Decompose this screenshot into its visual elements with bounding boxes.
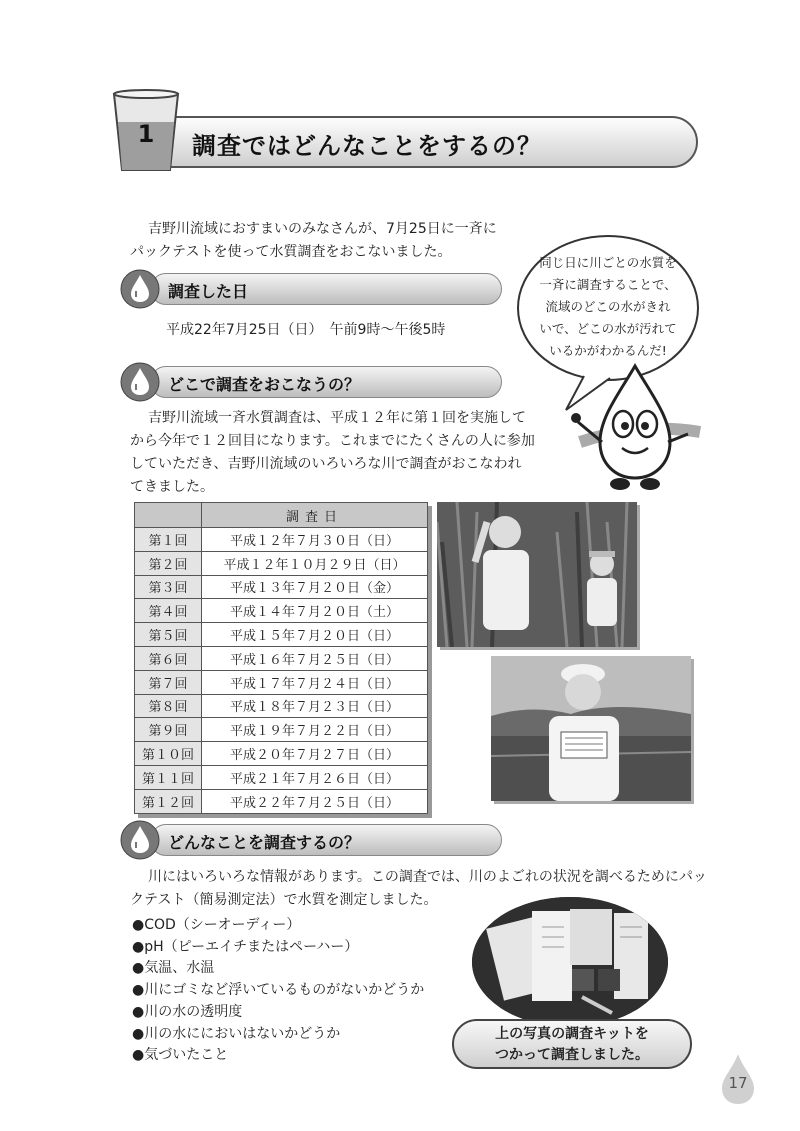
list-item: ●気温、水温 [132,960,215,977]
water-drop-icon [120,362,160,402]
section-title-what: どんなことを調査するの？ [168,833,361,852]
table-row [135,646,428,670]
list-item: ●COD（シーオーディー） [132,917,301,933]
where-line-1: 吉野川流域一斉水質調査は、平成１２年に第１回を実施して [148,410,526,426]
date-cell: 平成２１年７月２６日（日） [202,765,428,789]
date-cell: 平成１８年７月２３日（日） [202,694,428,718]
table-row [135,718,428,742]
round-cell: 第５回 [135,623,202,647]
date-cell: 平成１９年７月２２日（日） [202,718,428,742]
table-row [135,789,428,813]
round-cell: 第１回 [135,528,202,552]
date-cell: 平成１２年１０月２９日（日） [202,551,428,575]
round-cell: 第２回 [135,551,202,575]
list-item: ●川にゴミなど浮いているものがないかどうか [132,982,425,999]
test-kit-photo [472,897,668,1027]
section-title-date: 調査した日 [168,282,249,301]
page-title: 調査ではどんなことをするの？ [192,132,542,160]
round-cell: 第４回 [135,599,202,623]
bubble-line: いで、どこの水が汚れて [539,321,677,336]
table-row [135,599,428,623]
boy-with-kit-photo [491,656,691,801]
bubble-line: 同じ日に川ごとの水質を [539,255,677,270]
caption-line: つかって調査しました。 [495,1047,649,1063]
what-line-2: クテスト（簡易測定法）で水質を測定しました。 [130,892,438,908]
list-item: ●川の水ににおいはないかどうか [132,1025,341,1042]
table-row [135,670,428,694]
survey-history-table [134,502,428,814]
bubble-line: 流域のどこの水がきれ [545,299,671,314]
table-header-date: 調査日 [202,503,428,528]
table-header-row [135,503,428,528]
what-line-1: 川にはいろいろな情報があります。この調査では、川のよごれの状況を調べるためにパッ [148,869,707,885]
table-row [135,575,428,599]
chapter-number: 1 [137,120,155,148]
table-row [135,694,428,718]
table-row [135,765,428,789]
children-photo [437,502,637,647]
water-drop-icon [120,820,160,860]
list-item: ●pH（ピーエイチまたはペーハー） [132,938,359,955]
survey-date-text: 平成22年7月25日（日） 午前9時～午後5時 [166,322,446,338]
date-cell: 平成１４年７月２０日（土） [202,599,428,623]
date-cell: 平成２０年７月２７日（日） [202,742,428,766]
date-cell: 平成１３年７月２０日（金） [202,575,428,599]
round-cell: 第８回 [135,694,202,718]
table-header-blank [135,503,202,528]
round-cell: 第１０回 [135,742,202,766]
list-item: ●川の水の透明度 [132,1003,243,1020]
round-cell: 第１１回 [135,765,202,789]
page-number: 17 [728,1074,748,1092]
intro-line-2: パックテストを使って水質調査をおこないました。 [130,244,452,260]
kit-caption [452,1019,692,1069]
bubble-line: いるかがわかるんだ! [549,343,667,358]
where-line-4: てきました。 [130,479,214,495]
round-cell: 第３回 [135,575,202,599]
water-drop-icon [120,269,160,309]
table-row [135,623,428,647]
round-cell: 第７回 [135,670,202,694]
date-cell: 平成１２年７月３０日（日） [202,528,428,552]
where-line-3: していただき、吉野川流域のいろいろな川で調査がおこなわれ [130,456,522,472]
survey-history-table-wrap [134,502,428,814]
table-row [135,528,428,552]
date-cell: 平成１５年７月２０日（日） [202,623,428,647]
round-cell: 第６回 [135,646,202,670]
round-cell: 第９回 [135,718,202,742]
table-row [135,742,428,766]
date-cell: 平成１６年７月２５日（日） [202,646,428,670]
bubble-text [524,252,692,362]
table-row [135,551,428,575]
survey-item-list [132,915,424,1067]
list-item: ●気づいたこと [132,1047,229,1064]
round-cell: 第１２回 [135,789,202,813]
where-line-2: から今年で１２回目になります。これまでにたくさんの人に参加 [130,433,535,449]
bubble-line: 一斉に調査することで、 [539,277,677,292]
water-drop-mascot [560,362,710,492]
date-cell: 平成２２年７月２５日（日） [202,789,428,813]
date-cell: 平成１７年７月２４日（日） [202,670,428,694]
section-title-where: どこで調査をおこなうの？ [168,375,361,394]
caption-line: 上の写真の調査キットを [495,1026,649,1042]
intro-line-1: 吉野川流域におすまいのみなさんが、7月25日に一斉に [148,221,497,237]
